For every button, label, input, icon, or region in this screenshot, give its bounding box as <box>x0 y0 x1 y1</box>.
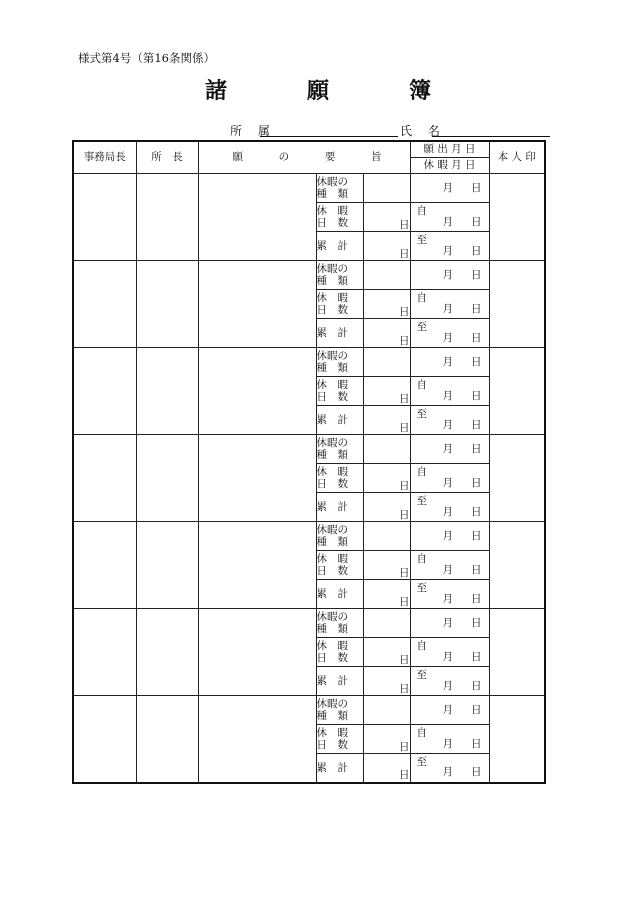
leave-type-row <box>73 348 545 377</box>
secretary-general-cell[interactable] <box>73 174 136 261</box>
month-unit: 月 <box>442 418 453 431</box>
cumulative-label: 累 計 <box>316 232 363 261</box>
request-summary-cell[interactable] <box>198 609 316 696</box>
header-request-summary <box>198 141 410 174</box>
day-unit: 日 <box>399 421 410 434</box>
header-request-date: 願 出 月 日 <box>410 141 489 158</box>
month-unit: 月 <box>442 703 453 716</box>
header-director: 所 長 <box>136 141 198 174</box>
month-unit: 月 <box>442 181 453 194</box>
secretary-general-cell[interactable] <box>73 348 136 435</box>
cumulative-label: 累 計 <box>316 580 363 609</box>
title-char: 願 <box>306 78 329 104</box>
day-unit: 日 <box>471 244 482 257</box>
month-unit: 月 <box>442 766 453 779</box>
cumulative-value[interactable] <box>363 319 410 348</box>
leave-to-cell[interactable] <box>410 754 489 783</box>
leave-days-label-line2: 日 数 <box>316 304 348 316</box>
leave-days-value[interactable] <box>363 203 410 232</box>
seal-cell[interactable] <box>489 609 545 696</box>
leave-type-label-line2: 種 類 <box>316 362 348 374</box>
leave-from-cell[interactable] <box>410 725 489 754</box>
seal-cell[interactable] <box>489 522 545 609</box>
day-unit: 日 <box>471 703 482 716</box>
cumulative-value[interactable] <box>363 580 410 609</box>
leave-type-label-line1: 休暇の <box>316 697 348 710</box>
month-unit: 月 <box>442 505 453 518</box>
leave-type-label-line1: 休暇の <box>316 523 348 536</box>
day-unit: 日 <box>471 650 482 663</box>
leave-days-label-line1: 休 暇 <box>316 378 348 391</box>
from-marker: 自 <box>416 466 427 478</box>
leave-from-cell[interactable] <box>410 290 489 319</box>
month-unit: 月 <box>442 650 453 663</box>
leave-type-label-line2: 種 類 <box>316 275 348 287</box>
leave-days-label <box>316 290 363 319</box>
leave-type-label-line2: 種 類 <box>316 623 348 635</box>
leave-type-row <box>73 609 545 638</box>
affiliation-field[interactable] <box>260 136 398 137</box>
cumulative-label: 累 計 <box>316 667 363 696</box>
director-cell[interactable] <box>136 174 198 261</box>
page-title <box>205 74 431 105</box>
to-marker: 至 <box>416 669 427 681</box>
cumulative-value[interactable] <box>363 667 410 696</box>
leave-type-value[interactable] <box>363 261 410 290</box>
day-unit: 日 <box>471 181 482 194</box>
leave-type-label <box>316 696 363 725</box>
affiliation-label: 所 属 <box>230 124 276 138</box>
day-unit: 日 <box>399 653 410 666</box>
to-marker: 至 <box>416 408 427 420</box>
director-cell[interactable] <box>136 522 198 609</box>
director-cell[interactable] <box>136 609 198 696</box>
request-summary-cell[interactable] <box>198 261 316 348</box>
cumulative-label: 累 計 <box>316 406 363 435</box>
cumulative-value[interactable] <box>363 754 410 783</box>
request-summary-cell[interactable] <box>198 174 316 261</box>
director-cell[interactable] <box>136 435 198 522</box>
leave-type-label-line2: 種 類 <box>316 449 348 461</box>
day-unit: 日 <box>399 682 410 695</box>
day-unit: 日 <box>471 529 482 542</box>
leave-type-row <box>73 261 545 290</box>
month-unit: 月 <box>442 389 453 402</box>
leave-type-label <box>316 435 363 464</box>
seal-cell[interactable] <box>489 174 545 261</box>
to-marker: 至 <box>416 495 427 507</box>
leave-days-label-line2: 日 数 <box>316 391 348 403</box>
cumulative-label: 累 計 <box>316 319 363 348</box>
cumulative-value[interactable] <box>363 493 410 522</box>
leave-type-value[interactable] <box>363 696 410 725</box>
leave-type-label-line2: 種 類 <box>316 710 348 722</box>
month-unit: 月 <box>442 244 453 257</box>
leave-days-value[interactable] <box>363 725 410 754</box>
month-unit: 月 <box>442 302 453 315</box>
request-summary-cell[interactable] <box>198 696 316 783</box>
leave-type-value[interactable] <box>363 348 410 377</box>
leave-days-label-line1: 休 暇 <box>316 204 348 217</box>
leave-days-value[interactable] <box>363 377 410 406</box>
day-unit: 日 <box>471 592 482 605</box>
leave-type-row <box>73 696 545 725</box>
leave-to-cell[interactable] <box>410 493 489 522</box>
from-marker: 自 <box>416 205 427 217</box>
leave-days-label-line2: 日 数 <box>316 217 348 229</box>
leave-days-value[interactable] <box>363 290 410 319</box>
request-date-cell[interactable] <box>410 348 489 377</box>
day-unit: 日 <box>399 566 410 579</box>
leave-days-label-line1: 休 暇 <box>316 291 348 304</box>
day-unit: 日 <box>399 595 410 608</box>
leave-days-label-line1: 休 暇 <box>316 552 348 565</box>
day-unit: 日 <box>471 302 482 315</box>
day-unit: 日 <box>471 476 482 489</box>
title-char: 諸 <box>205 78 228 104</box>
leave-from-cell[interactable] <box>410 464 489 493</box>
leave-type-label-line2: 種 類 <box>316 536 348 548</box>
to-marker: 至 <box>416 234 427 246</box>
secretary-general-cell[interactable] <box>73 261 136 348</box>
leave-to-cell[interactable] <box>410 232 489 261</box>
day-unit: 日 <box>399 479 410 492</box>
day-unit: 日 <box>471 389 482 402</box>
day-unit: 日 <box>399 334 410 347</box>
leave-type-label-line2: 種 類 <box>316 188 348 200</box>
to-marker: 至 <box>416 321 427 333</box>
request-date-cell[interactable] <box>410 609 489 638</box>
day-unit: 日 <box>399 305 410 318</box>
leave-days-label <box>316 377 363 406</box>
leave-type-label-line1: 休暇の <box>316 262 348 275</box>
day-unit: 日 <box>471 679 482 692</box>
day-unit: 日 <box>471 215 482 228</box>
leave-days-label <box>316 551 363 580</box>
leave-days-value[interactable] <box>363 551 410 580</box>
leave-from-cell[interactable] <box>410 203 489 232</box>
day-unit: 日 <box>399 508 410 521</box>
request-date-cell[interactable] <box>410 696 489 725</box>
leave-from-cell[interactable] <box>410 551 489 580</box>
secretary-general-cell[interactable] <box>73 522 136 609</box>
month-unit: 月 <box>442 737 453 750</box>
leave-to-cell[interactable] <box>410 667 489 696</box>
leave-from-cell[interactable] <box>410 377 489 406</box>
header-char: 旨 <box>370 151 382 164</box>
leave-days-label-line1: 休 暇 <box>316 465 348 478</box>
secretary-general-cell[interactable] <box>73 435 136 522</box>
day-unit: 日 <box>471 268 482 281</box>
day-unit: 日 <box>399 769 410 782</box>
leave-to-cell[interactable] <box>410 319 489 348</box>
header-secretary-general: 事務局長 <box>73 141 136 174</box>
cumulative-value[interactable] <box>363 232 410 261</box>
leave-days-label-line1: 休 暇 <box>316 726 348 739</box>
day-unit: 日 <box>471 737 482 750</box>
month-unit: 月 <box>442 215 453 228</box>
leave-days-value[interactable] <box>363 638 410 667</box>
day-unit: 日 <box>399 247 410 260</box>
from-marker: 自 <box>416 640 427 652</box>
header-char: 願 <box>232 151 243 164</box>
leave-type-label <box>316 261 363 290</box>
secretary-general-cell[interactable] <box>73 609 136 696</box>
header-char: 要 <box>324 151 336 164</box>
day-unit: 日 <box>399 392 410 405</box>
request-date-cell[interactable] <box>410 435 489 464</box>
month-unit: 月 <box>442 442 453 455</box>
leave-days-label-line2: 日 数 <box>316 478 348 490</box>
month-unit: 月 <box>442 592 453 605</box>
to-marker: 至 <box>416 582 427 594</box>
leave-days-label <box>316 725 363 754</box>
day-unit: 日 <box>471 418 482 431</box>
director-cell[interactable] <box>136 696 198 783</box>
ledger-table <box>72 140 546 784</box>
leave-days-value[interactable] <box>363 464 410 493</box>
leave-to-cell[interactable] <box>410 406 489 435</box>
day-unit: 日 <box>471 563 482 576</box>
director-cell[interactable] <box>136 348 198 435</box>
cumulative-label: 累 計 <box>316 754 363 783</box>
cumulative-label: 累 計 <box>316 493 363 522</box>
from-marker: 自 <box>416 292 427 304</box>
month-unit: 月 <box>442 331 453 344</box>
leave-days-label <box>316 203 363 232</box>
leave-type-label <box>316 348 363 377</box>
request-date-cell[interactable] <box>410 522 489 551</box>
leave-days-label <box>316 464 363 493</box>
form-code: 様式第4号（第16条関係） <box>78 51 215 65</box>
request-summary-cell[interactable] <box>198 348 316 435</box>
leave-type-value[interactable] <box>363 609 410 638</box>
request-date-cell[interactable] <box>410 261 489 290</box>
month-unit: 月 <box>442 679 453 692</box>
cumulative-value[interactable] <box>363 406 410 435</box>
request-date-cell[interactable] <box>410 174 489 203</box>
day-unit: 日 <box>471 331 482 344</box>
leave-type-value[interactable] <box>363 174 410 203</box>
day-unit: 日 <box>471 505 482 518</box>
header-seal: 本 人 印 <box>489 141 545 174</box>
from-marker: 自 <box>416 553 427 565</box>
leave-type-label-line1: 休暇の <box>316 175 348 188</box>
header-leave-date: 休 暇 月 日 <box>410 158 489 174</box>
name-field[interactable] <box>432 136 550 137</box>
leave-type-row <box>73 522 545 551</box>
leave-days-label-line2: 日 数 <box>316 739 348 751</box>
seal-cell[interactable] <box>489 348 545 435</box>
month-unit: 月 <box>442 529 453 542</box>
month-unit: 月 <box>442 355 453 368</box>
day-unit: 日 <box>471 442 482 455</box>
day-unit: 日 <box>471 355 482 368</box>
leave-days-label-line2: 日 数 <box>316 652 348 664</box>
title-char: 簿 <box>408 78 431 104</box>
day-unit: 日 <box>471 766 482 779</box>
month-unit: 月 <box>442 476 453 489</box>
seal-cell[interactable] <box>489 435 545 522</box>
leave-type-value[interactable] <box>363 522 410 551</box>
leave-type-row <box>73 435 545 464</box>
month-unit: 月 <box>442 563 453 576</box>
to-marker: 至 <box>416 756 427 768</box>
from-marker: 自 <box>416 379 427 391</box>
month-unit: 月 <box>442 616 453 629</box>
header-char: の <box>278 151 290 164</box>
seal-cell[interactable] <box>489 261 545 348</box>
leave-from-cell[interactable] <box>410 638 489 667</box>
leave-type-label-line1: 休暇の <box>316 436 348 449</box>
leave-type-label <box>316 609 363 638</box>
leave-type-label <box>316 174 363 203</box>
day-unit: 日 <box>399 218 410 231</box>
leave-to-cell[interactable] <box>410 580 489 609</box>
leave-type-label <box>316 522 363 551</box>
secretary-general-cell[interactable] <box>73 696 136 783</box>
leave-days-label <box>316 638 363 667</box>
leave-type-row <box>73 174 545 203</box>
day-unit: 日 <box>399 740 410 753</box>
leave-type-value[interactable] <box>363 435 410 464</box>
name-label: 氏 名 <box>400 124 446 138</box>
leave-type-label-line1: 休暇の <box>316 349 348 362</box>
seal-cell[interactable] <box>489 696 545 783</box>
leave-type-label-line1: 休暇の <box>316 610 348 623</box>
director-cell[interactable] <box>136 261 198 348</box>
from-marker: 自 <box>416 727 427 739</box>
day-unit: 日 <box>471 616 482 629</box>
month-unit: 月 <box>442 268 453 281</box>
leave-days-label-line2: 日 数 <box>316 565 348 577</box>
request-summary-cell[interactable] <box>198 435 316 522</box>
request-summary-cell[interactable] <box>198 522 316 609</box>
leave-days-label-line1: 休 暇 <box>316 639 348 652</box>
